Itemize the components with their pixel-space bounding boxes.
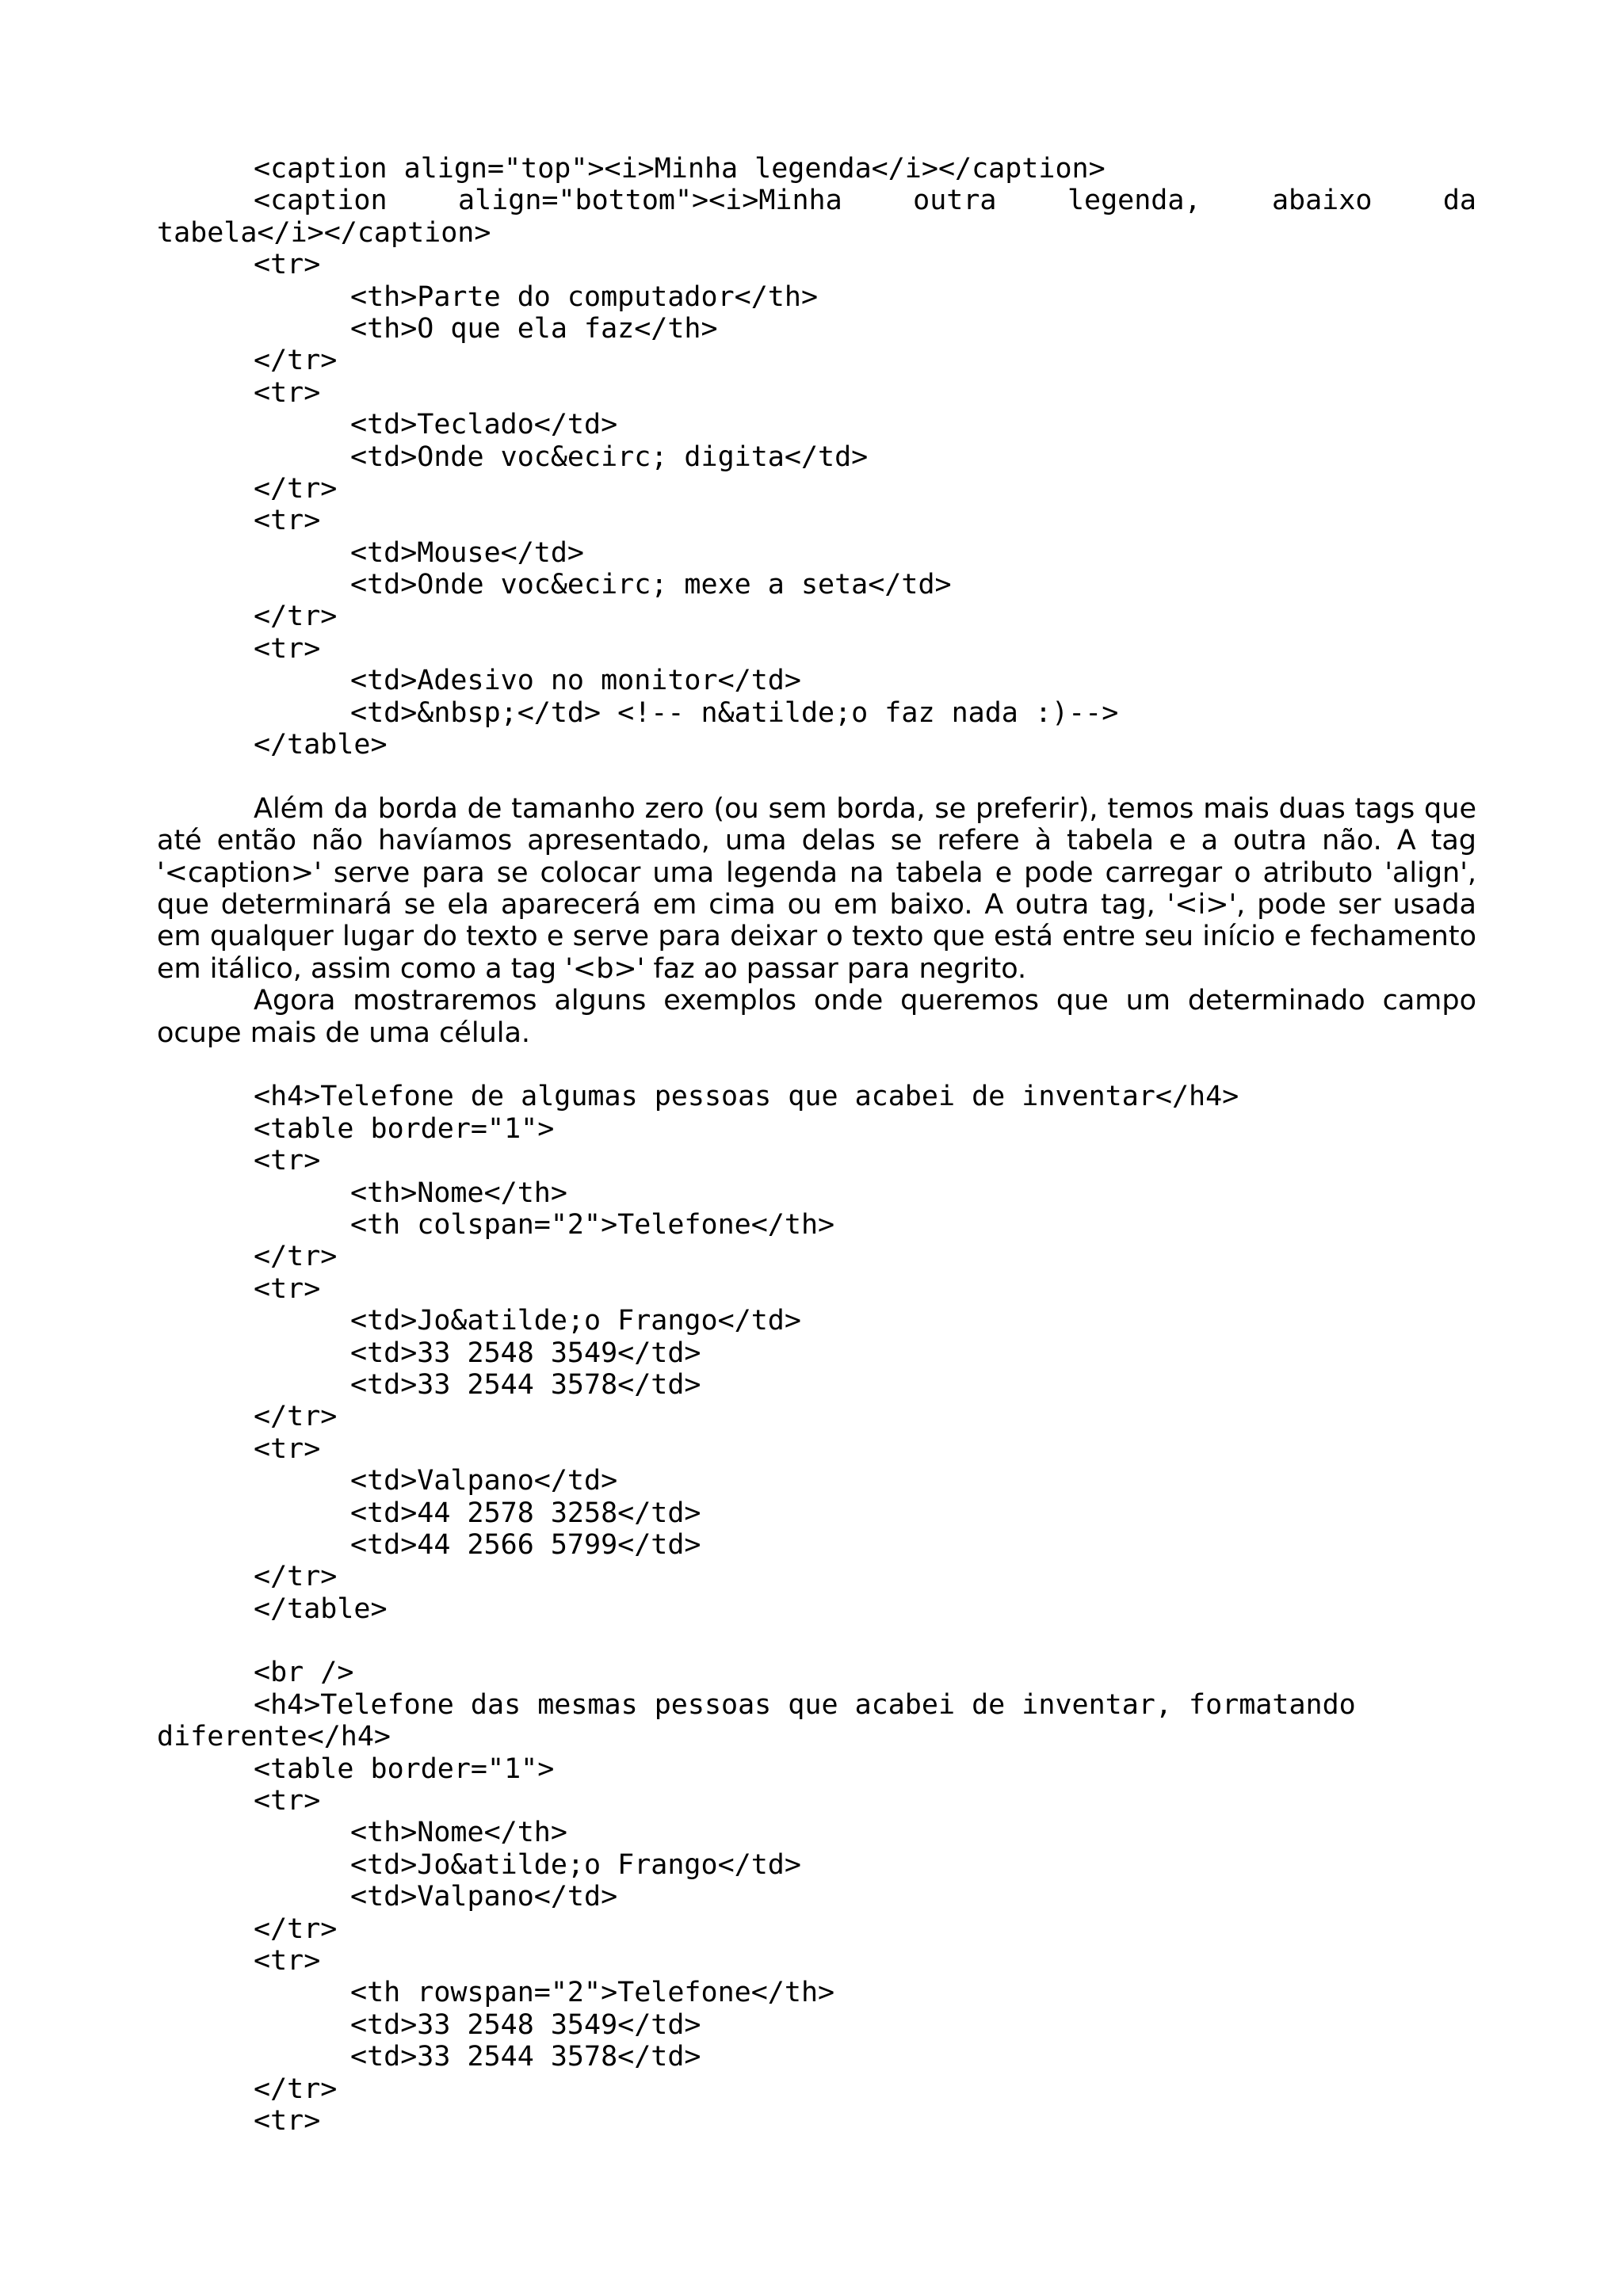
code-line: <tr> — [254, 2104, 321, 2137]
code-block-colspan-table — [157, 1081, 1476, 1625]
code-line: <td>44 2578 3258</td> — [350, 1497, 701, 1529]
code-line: <br /> — [254, 1657, 354, 1689]
spacer — [157, 1625, 1476, 1657]
code-line: </tr> — [254, 601, 338, 633]
code-line: <caption align="top"><i>Minha legenda</i></caption> — [254, 153, 1106, 185]
code-line: <tr> — [254, 1785, 321, 1817]
code-line: <th colspan="2">Telefone</th> — [350, 1209, 835, 1241]
paragraph: Agora mostraremos alguns exemplos onde queremos que um determinado campo ocupe mais de uma célula. — [157, 985, 1476, 1049]
code-line: <h4>Telefone de algumas pessoas que acabei de inventar</h4> — [254, 1081, 1239, 1113]
code-line: <td>Teclado</td> — [350, 409, 618, 441]
code-line: </table> — [254, 729, 388, 761]
code-line: <tr> — [254, 1272, 321, 1305]
code-line: <td>33 2548 3549</td> — [350, 2008, 701, 2041]
code-line: tabela</i></caption> — [157, 216, 491, 249]
code-line: </table> — [254, 1592, 388, 1625]
code-line: </tr> — [254, 1913, 338, 1945]
code-line: <td>Adesivo no monitor</td> — [350, 665, 801, 697]
code-line: <td>Mouse</td> — [350, 536, 585, 569]
code-line: <tr> — [254, 1945, 321, 1977]
code-line: </tr> — [254, 2073, 338, 2105]
code-line: <td>Jo&atilde;o Frango</td> — [350, 1848, 801, 1881]
code-line: <th>Nome</th> — [350, 1817, 567, 1849]
code-line: <th rowspan="2">Telefone</th> — [350, 1977, 835, 2009]
code-line: <table border="1"> — [254, 1753, 555, 1785]
code-line: <td>33 2544 3578</td> — [350, 2041, 701, 2073]
code-line: <caption align="bottom"><i>Minha outra legenda, abaixo da — [254, 185, 1476, 217]
code-line: <td>44 2566 5799</td> — [350, 1528, 701, 1561]
code-line: <tr> — [254, 1145, 321, 1177]
code-line: <table border="1"> — [254, 1112, 555, 1145]
code-line: <td>33 2544 3578</td> — [350, 1368, 701, 1401]
code-line: <tr> — [254, 249, 321, 281]
code-line: <tr> — [254, 1432, 321, 1465]
spacer — [157, 1049, 1476, 1081]
code-line: </tr> — [254, 1561, 338, 1593]
code-block-rowspan-table — [157, 1657, 1476, 2137]
code-line: <td>Onde voc&ecirc; mexe a seta</td> — [350, 569, 952, 601]
document-page — [157, 153, 1476, 2137]
code-line: </tr> — [254, 472, 338, 505]
paragraph: Além da borda de tamanho zero (ou sem borda, se preferir), temos mais duas tags que até então não havíamos apresentado, uma delas se refere à tabela e a outra não. A tag '<caption>' serve para se colocar uma legenda na tabela e pode carregar o atributo 'align', que determinará se ela aparecerá em cima ou em baixo. A outra tag, '<i>', pode ser usada em qualquer lugar do texto e serve para deixar o texto que está entre seu início e fechamento em itálico, assim como a tag '<b>' faz ao passar para negrito. — [157, 792, 1476, 985]
code-line: diferente</h4> — [157, 1721, 391, 1753]
code-line: <th>Nome</th> — [350, 1177, 567, 1209]
code-line: <td>Valpano</td> — [350, 1465, 618, 1497]
code-line: <td>33 2548 3549</td> — [350, 1337, 701, 1369]
code-line: <th>O que ela faz</th> — [350, 312, 718, 345]
code-line: <td>&nbsp;</td> <!-- n&atilde;o faz nada :)--> — [350, 696, 1119, 729]
code-line: </tr> — [254, 345, 338, 377]
code-line: <td>Onde voc&ecirc; digita</td> — [350, 441, 869, 473]
code-line: <tr> — [254, 505, 321, 537]
code-line: <tr> — [254, 632, 321, 665]
code-line: <h4>Telefone das mesmas pessoas que acabei de inventar, formatando — [254, 1688, 1356, 1721]
code-line: </tr> — [254, 1401, 338, 1433]
explanation-text — [157, 793, 1476, 1049]
code-line: <td>Valpano</td> — [350, 1881, 618, 1913]
code-line: <td>Jo&atilde;o Frango</td> — [350, 1305, 801, 1337]
spacer — [157, 761, 1476, 792]
code-line: </tr> — [254, 1241, 338, 1273]
code-block-caption-table — [157, 153, 1476, 761]
code-line: <th>Parte do computador</th> — [350, 280, 819, 313]
code-line: <tr> — [254, 376, 321, 409]
